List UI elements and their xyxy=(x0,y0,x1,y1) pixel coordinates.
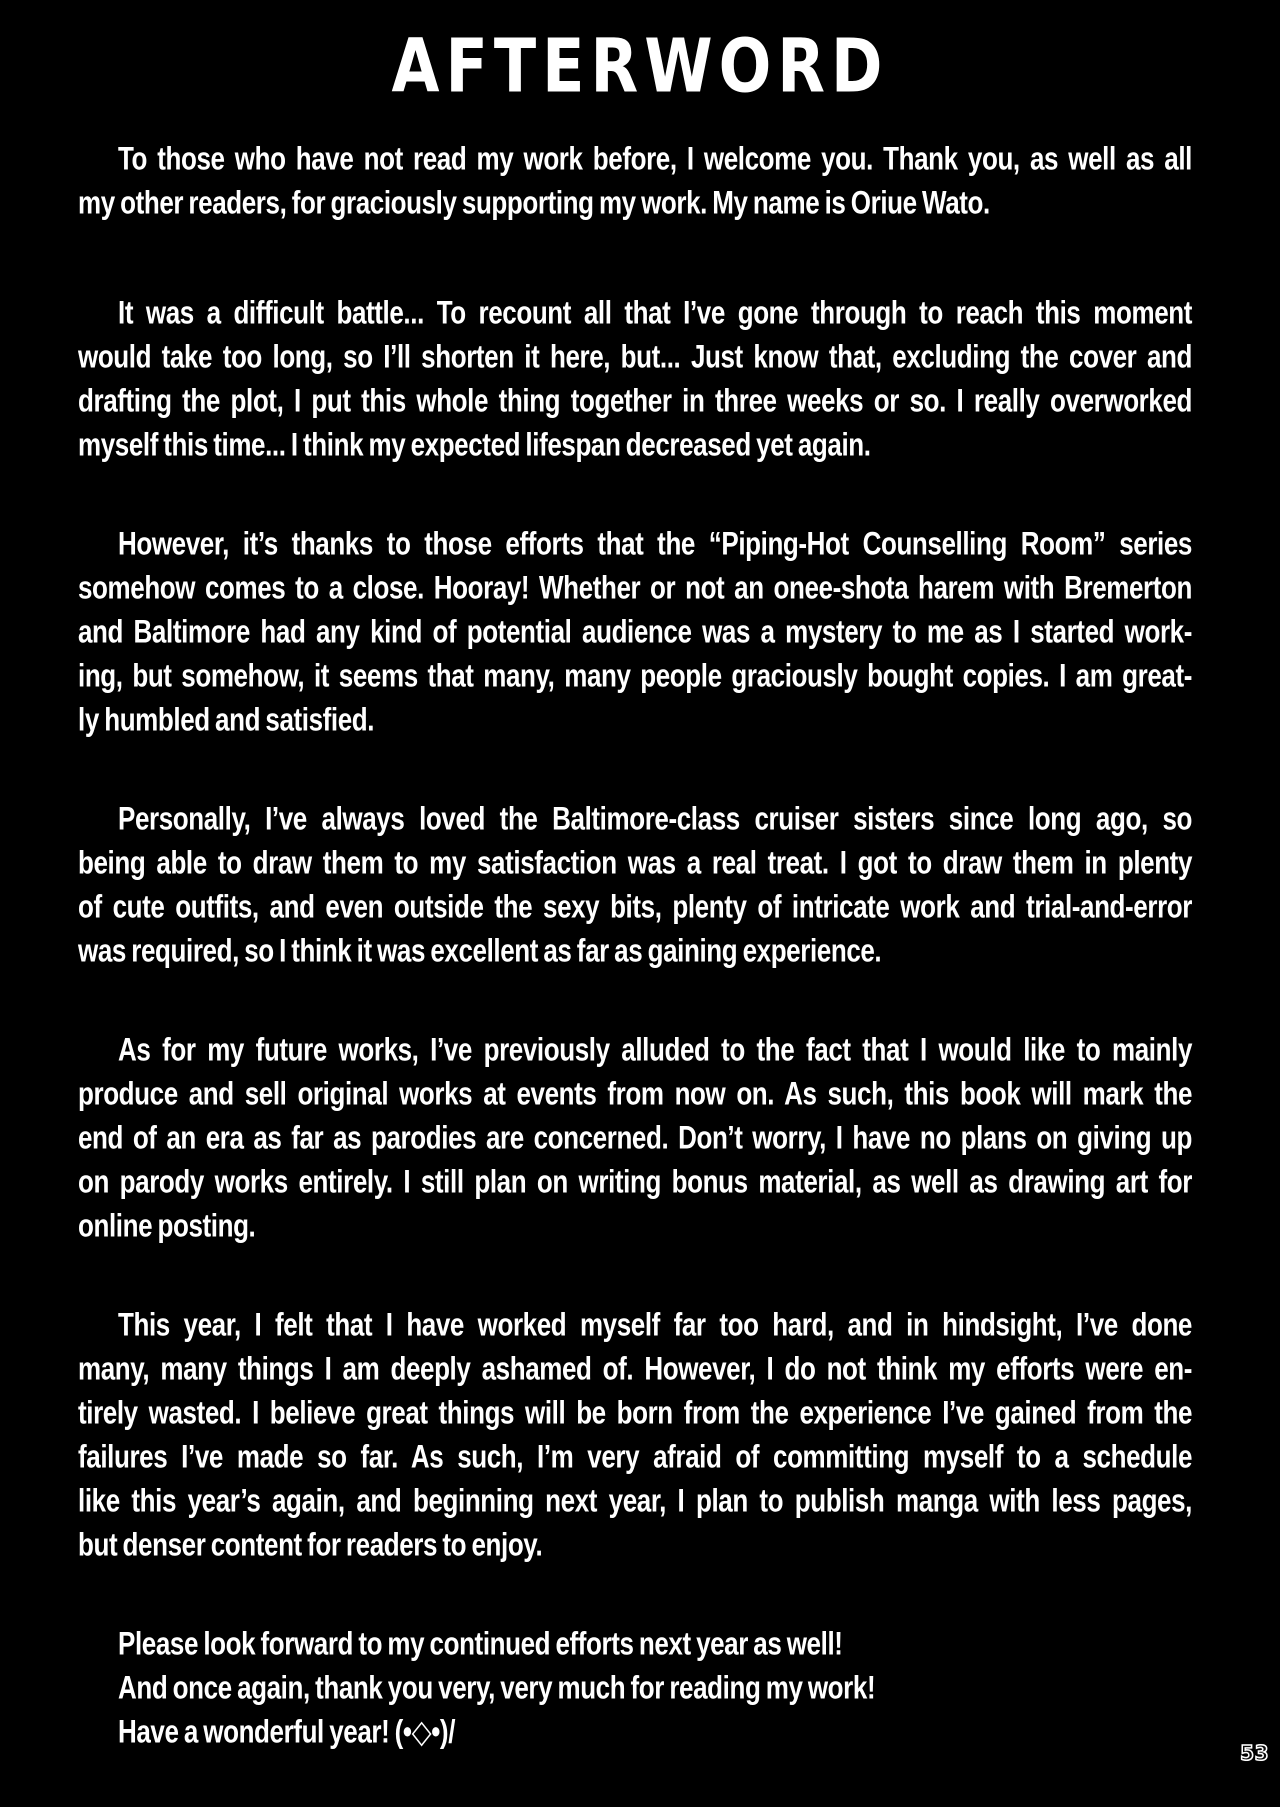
text-line: many, many things I am deeply ashamed of. However, I do not think my efforts were en- xyxy=(78,1349,1192,1387)
page-title: AFTERWORD xyxy=(391,21,889,110)
text-line: produce and sell original works at events from now on. As such, this book will mark the xyxy=(78,1074,1192,1112)
text-line: As for my future works, I’ve previously alluded to the fact that I would like to mainly xyxy=(118,1030,1192,1068)
text-line: ing, but somehow, it seems that many, many people graciously bought copies. I am great- xyxy=(78,656,1192,694)
text-line: To those who have not read my work before, I welcome you. Thank you, as well as all xyxy=(118,139,1192,177)
text-line: on parody works entirely. I still plan on writing bonus material, as well as drawing art for xyxy=(78,1162,1192,1200)
text-line: end of an era as far as parodies are concerned. Don’t worry, I have no plans on giving up xyxy=(78,1118,1192,1156)
text-line: like this year’s again, and beginning next year, I plan to publish manga with less pages, xyxy=(78,1481,1192,1519)
text-line: would take too long, so I’ll shorten it here, but... Just know that, excluding the cover and xyxy=(78,337,1192,375)
text-line: of cute outfits, and even outside the sexy bits, plenty of intricate work and trial-and-error xyxy=(78,887,1192,925)
text-line: but denser content for readers to enjoy. xyxy=(78,1525,543,1563)
text-line: ly humbled and satisfied. xyxy=(78,700,375,738)
paragraph xyxy=(78,136,1192,224)
text-line: was required, so I think it was excellent as far as gaining experience. xyxy=(78,931,882,969)
text-line: Personally, I’ve always loved the Baltimore-class cruiser sisters since long ago, so xyxy=(118,799,1192,837)
text-line: This year, I felt that I have worked myself far too hard, and in hindsight, I’ve done xyxy=(118,1305,1192,1343)
paragraph xyxy=(78,1027,1192,1247)
text-line: being able to draw them to my satisfaction was a real treat. I got to draw them in plenty xyxy=(78,843,1192,881)
text-line: somehow comes to a close. Hooray! Whether or not an onee-shota harem with Bremerton xyxy=(78,568,1192,606)
page-number-badge: 53 xyxy=(1240,1741,1269,1765)
text-line: However, it’s thanks to those efforts that the “Piping-Hot Counselling Room” series xyxy=(118,524,1192,562)
text-line: And once again, thank you very, very much for reading my work! xyxy=(118,1668,876,1706)
text-line: and Baltimore had any kind of potential audience was a mystery to me as I started work- xyxy=(78,612,1192,650)
text-line: online posting. xyxy=(78,1206,256,1244)
text-line: my other readers, for graciously supporting my work. My name is Oriue Wato. xyxy=(78,183,990,221)
text-line: tirely wasted. I believe great things will be born from the experience I’ve gained from the xyxy=(78,1393,1192,1431)
text-line: myself this time... I think my expected lifespan decreased yet again. xyxy=(78,425,871,463)
paragraph xyxy=(78,290,1192,466)
afterword-body xyxy=(78,136,1192,1753)
text-line: Have a wonderful year! (•◇•)/ xyxy=(118,1712,456,1750)
text-line: failures I’ve made so far. As such, I’m very afraid of committing myself to a schedule xyxy=(78,1437,1192,1475)
text-line: Please look forward to my continued efforts next year as well! xyxy=(118,1624,843,1662)
text-line: drafting the plot, I put this whole thing together in three weeks or so. I really overworked xyxy=(78,381,1192,419)
text-line: It was a difficult battle... To recount all that I’ve gone through to reach this moment xyxy=(118,293,1192,331)
paragraph xyxy=(78,1621,1192,1753)
paragraph xyxy=(78,1302,1192,1566)
paragraph xyxy=(78,796,1192,972)
paragraph xyxy=(78,521,1192,741)
